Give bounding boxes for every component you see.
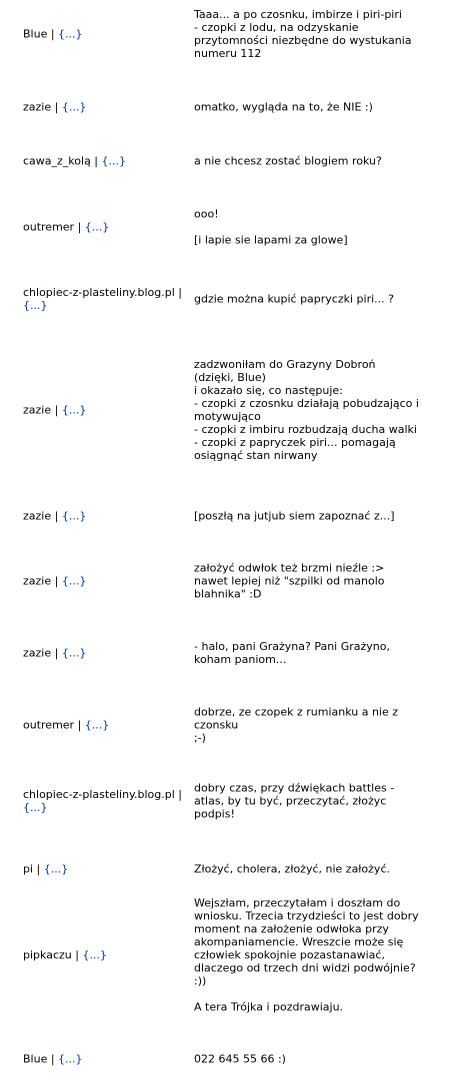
comment-author: [23, 510, 188, 523]
separator: |: [71, 948, 83, 962]
comment-text: a nie chcesz zostać blogiem roku?: [194, 154, 382, 168]
separator: |: [51, 100, 62, 114]
comment-text: założyć odwłok też brzmi nieźle :> nawet lepiej niż "szpilki od manolo blahnika" :D: [194, 561, 385, 601]
comment-text: ooo! [i lapie sie lapami za glowe]: [194, 207, 348, 247]
comment-author: [23, 101, 188, 114]
comment-author: [23, 949, 188, 962]
separator: |: [47, 1052, 59, 1066]
comment-text: [poszłą na jutjub siem zapoznać z...]: [194, 509, 395, 523]
comment-link[interactable]: {...}: [61, 574, 87, 588]
separator: |: [51, 646, 62, 660]
separator: |: [174, 286, 182, 299]
author-name: chlopiec-z-plasteliny.blog.pl: [23, 788, 175, 801]
comment-author: [23, 155, 188, 168]
comment-author: [23, 221, 188, 234]
comment-link[interactable]: {...}: [23, 801, 48, 814]
author-name: cawa_z_kolą: [23, 154, 91, 168]
comment-link[interactable]: {...}: [84, 718, 110, 732]
comment-text: 022 645 55 66 :): [194, 1052, 286, 1066]
comment-link[interactable]: {...}: [61, 100, 87, 114]
separator: |: [74, 220, 85, 234]
separator: |: [51, 403, 62, 417]
comment-link[interactable]: {...}: [84, 220, 110, 234]
separator: |: [51, 574, 62, 588]
separator: |: [74, 718, 85, 732]
author-name: Blue: [23, 1052, 48, 1066]
comment-text: Taaa... a po czosnku, imbirze i piri-piri - czopki z lodu, na odzyskanie przytomności niezbędne do wystukania numeru 112: [194, 8, 412, 60]
comment-author: [23, 647, 188, 660]
comment-author: [23, 28, 188, 41]
comment-text: Złożyć, cholera, złożyć, nie założyć.: [194, 862, 390, 876]
comment-link[interactable]: {...}: [61, 646, 87, 660]
comment-author: [23, 575, 188, 588]
author-name: zazie: [23, 509, 52, 523]
comment-author: [23, 1053, 188, 1066]
author-name: pi: [23, 862, 34, 876]
comment-text: zadzwoniłam do Grazyny Dobroń (dzięki, Blue) i okazało się, co następuje: - czopki z czosnku działają pobudzająco i motywująco - czopki z imbiru rozbudzają ducha walki - czopki z papryczek piri... pomagają osiągnąć stan nirwany: [194, 358, 419, 462]
comment-link[interactable]: {...}: [58, 27, 83, 41]
comment-text: omatko, wygląda na to, że NIE :): [194, 100, 373, 114]
separator: |: [174, 788, 182, 801]
comment-link[interactable]: {...}: [23, 299, 48, 312]
comment-link[interactable]: {...}: [43, 862, 69, 876]
comment-link[interactable]: {...}: [61, 509, 87, 523]
comment-author: [23, 404, 188, 417]
author-name: zazie: [23, 574, 52, 588]
separator: |: [51, 509, 62, 523]
separator: |: [47, 27, 59, 41]
author-name: pipkaczu: [23, 948, 72, 962]
author-name: zazie: [23, 100, 52, 114]
comment-author: [23, 286, 188, 312]
comment-text: dobry czas, przy dźwiękach battles - atlas, by tu być, przeczytać, złożyc podpis!: [194, 781, 395, 821]
comment-link[interactable]: {...}: [61, 403, 87, 417]
author-name: chlopiec-z-plasteliny.blog.pl: [23, 286, 175, 299]
author-name: outremer: [23, 220, 75, 234]
comment-text: - halo, pani Grażyna? Pani Grażyno, koham paniom...: [194, 640, 390, 666]
comment-text: dobrze, ze czopek z rumianku a nie z czonsku ;-): [194, 705, 399, 745]
author-name: zazie: [23, 646, 52, 660]
comment-text: Wejszłam, przeczytałam i doszłam do wniosku. Trzecia trzydzieści to jest dobry moment na założenie odwłoka przy akompaniamencie. Wreszcie może się człowiek spokojnie pozastanawiać, dlaczego od trzech dni widzi podwójnie? :)) A tera Trójka i pozdrawiaju.: [194, 896, 419, 1014]
comment-author: [23, 863, 188, 876]
author-name: outremer: [23, 718, 75, 732]
separator: |: [33, 862, 44, 876]
separator: |: [90, 154, 102, 168]
author-name: zazie: [23, 403, 52, 417]
comment-author: [23, 788, 188, 814]
comment-author: [23, 719, 188, 732]
comment-text: gdzie można kupić papryczki piri... ?: [194, 292, 394, 306]
comment-link[interactable]: {...}: [58, 1052, 83, 1066]
comment-link[interactable]: {...}: [101, 154, 127, 168]
author-name: Blue: [23, 27, 48, 41]
comment-link[interactable]: {...}: [82, 948, 107, 962]
